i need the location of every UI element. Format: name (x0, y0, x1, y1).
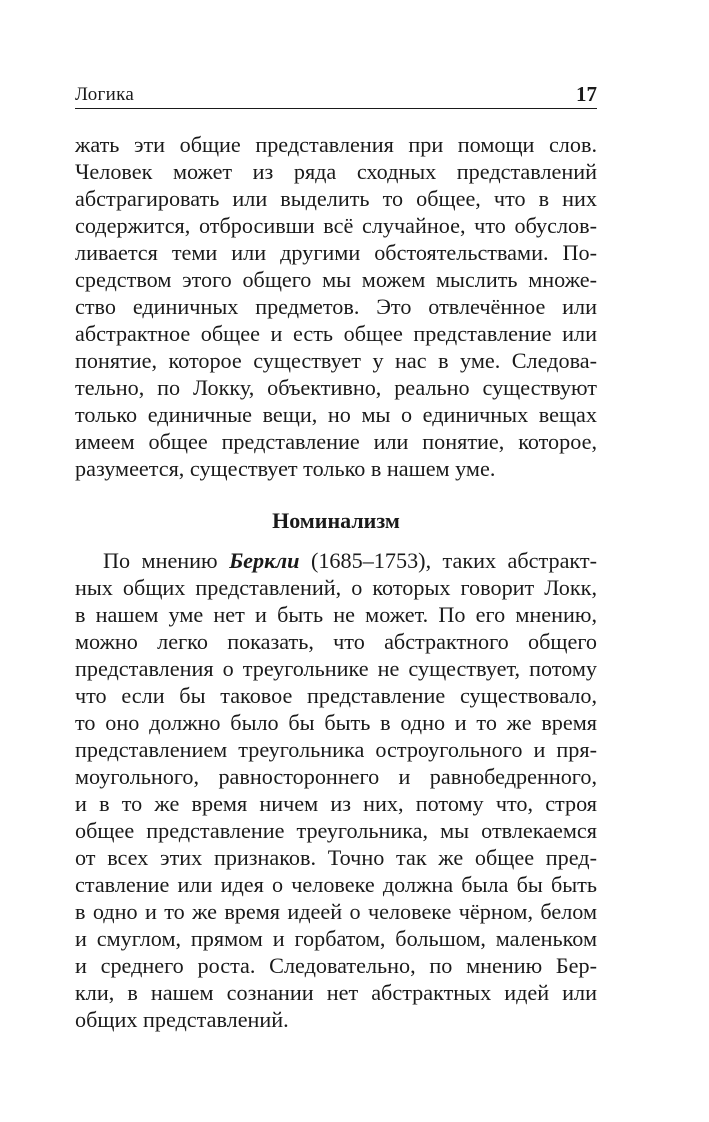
text-line: и среднего роста. Следовательно, по мнению Бер- (75, 953, 597, 978)
running-header (75, 82, 597, 109)
text-line: можно легко показать, что абстрактного общего (75, 629, 597, 654)
text-line: в нашем уме нет и быть не может. По его мнению, (75, 602, 597, 627)
text-line: общее представление треугольника, мы отвлекаемся (75, 818, 597, 843)
section-heading: Номинализм (272, 508, 400, 533)
text-line: в одно и то же время идеей о человеке чёрном, белом (75, 899, 597, 924)
text-line: представления о треугольнике не существует, потому (75, 656, 597, 681)
text-line: разумеется, существует только в нашем уме. (75, 456, 496, 481)
text-line-first (103, 547, 597, 575)
text-line: кли, в нашем сознании нет абстрактных идей или (75, 980, 597, 1005)
text-fragment: По мнению (103, 548, 230, 573)
text-fragment: (1685–1753), таких абстракт- (299, 548, 597, 573)
text-line: моугольного, равностороннего и равнобедренного, (75, 764, 597, 789)
author-name: Беркли (229, 548, 300, 573)
text-line: представлением треугольника остроугольного и пря- (75, 737, 597, 762)
text-line: и в то же время ничем из них, потому что, строя (75, 791, 597, 816)
text-line: имеем общее представление или понятие, которое, (75, 429, 597, 454)
text-line: ных общих представлений, о которых говорит Локк, (75, 575, 597, 600)
text-line: абстрактное общее и есть общее представление или (75, 321, 597, 346)
text-line: жать эти общие представления при помощи слов. (75, 132, 597, 157)
text-line: ство единичных предметов. Это отвлечённое или (75, 294, 597, 319)
text-line: средством этого общего мы можем мыслить множе- (75, 267, 597, 292)
text-line: от всех этих признаков. Точно так же общее пред- (75, 845, 597, 870)
page-number: 17 (576, 82, 597, 106)
text-line: только единичные вещи, но мы о единичных вещах (75, 402, 597, 427)
text-line: понятие, которое существует у нас в уме. Следова- (75, 348, 597, 373)
text-line: что если бы таковое представление существовало, (75, 683, 597, 708)
text-line: и смуглом, прямом и горбатом, большом, маленьком (75, 926, 597, 951)
text-line: тельно, по Локку, объективно, реально существуют (75, 375, 597, 400)
text-line: общих представлений. (75, 1007, 289, 1032)
text-line: то оно должно было бы быть в одно и то же время (75, 710, 597, 735)
text-line: абстрагировать или выделить то общее, что в них (75, 186, 597, 211)
text-line: ливается теми или другими обстоятельствами. По- (75, 240, 597, 265)
text-line: Человек может из ряда сходных представлений (75, 159, 597, 184)
text-line: ставление или идея о человеке должна была бы быть (75, 872, 597, 897)
text-line: содержится, отбросивши всё случайное, что обуслов- (75, 213, 597, 238)
running-title: Логика (75, 84, 135, 105)
